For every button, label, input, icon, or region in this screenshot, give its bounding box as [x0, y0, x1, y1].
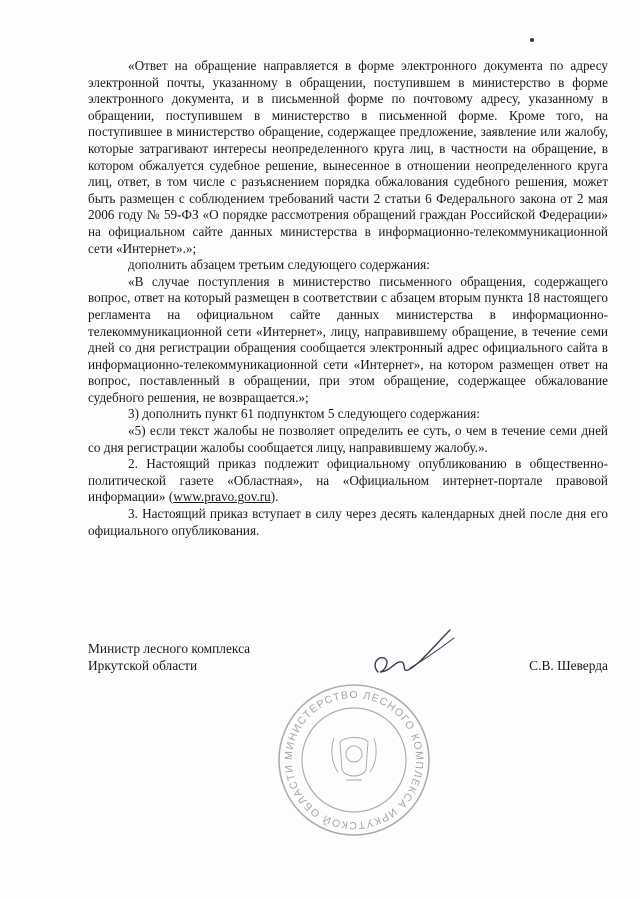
svg-text:МИНИСТЕРСТВО ЛЕСНОГО КОМПЛЕКСА	[283, 689, 425, 831]
scan-speck	[530, 38, 534, 42]
signer-name: С.В. Шеверда	[529, 658, 608, 673]
paragraph-entry-into-force: 3. Настоящий приказ вступает в силу через десять календарных дней после дня его официального опубликования.	[88, 506, 608, 538]
paragraph-item-61: 3) дополнить пункт 61 подпунктом 5 следующего содержания:	[128, 406, 480, 422]
paragraph-answer-form: «Ответ на обращение направляется в форме электронного документа по адресу электронной почты, указанному в обращении, поступившем в министерство в форме электронного документа, и в письменной форме по почтовому адресу, указанному в обращении, поступившем в министерство в письменной форме. Кроме того, на поступившее в министерство обращение, содержащее предложение, заявление или жалобу, которые затрагивают интересы неопределенного круга лиц, в частности на обращение, в котором обжалуется судебное решение, вынесенное в отношении неопределенного круга лиц, ответ, в том числе с разъяснением порядка обжалования судебного решения, может быть размещен с соблюдением требований части 2 статьи 6 Федерального закона от 2 мая 2006 году № 59-ФЗ «О порядке рассмотрения обращений граждан Российской Федерации» на официальном сайте данных министерства в информационно-телекоммуникационной сети «Интернет».»;	[88, 58, 608, 256]
stamp-ring-text: МИНИСТЕРСТВО ЛЕСНОГО КОМПЛЕКСА ИРКУТСКОЙ ОБЛАСТИ	[282, 688, 426, 832]
publication-text-before: 2. Настоящий приказ подлежит официальному опубликованию в общественно-политической газете «Областная», на «Официальном интернет-портале правовой информации» (	[88, 456, 608, 505]
coat-of-arms-icon	[332, 738, 376, 781]
paragraph-publication	[88, 456, 608, 506]
paragraph-written-request: «В случае поступления в министерство письменного обращения, содержащего вопрос, ответ на который размещен в соответствии с абзацем вторым пункта 18 настоящего регламента на официальном сайте данных министерства в информационно-телекоммуникационной сети «Интернет», лицу, направившему обращение, в течение семи дней со дня регистрации обращения сообщается электронный адрес официального сайта в информационно-телекоммуникационной сети «Интернет», на котором размещен ответ на вопрос, поставленный в обращении, при этом обращение, содержащее обжалование судебного решения, не возвращается.»;	[88, 273, 608, 405]
paragraph-add-third: дополнить абзацем третьим следующего содержания:	[128, 257, 430, 273]
signer-title-line2: Иркутской области	[88, 658, 198, 673]
official-stamp	[274, 680, 434, 840]
document-body	[88, 58, 608, 539]
signature-block	[88, 640, 608, 674]
publication-text-after: ).	[270, 489, 279, 505]
signer-title-line1: Министр лесного комплекса	[88, 641, 251, 656]
paragraph-subitem-5: «5) если текст жалобы не позволяет определить ее суть, о чем в течение семи дней со дня регистрации жалобы сообщается лицу, направившему жалобу.».	[88, 423, 608, 455]
pravo-link[interactable]: www.pravo.gov.ru	[173, 489, 271, 505]
